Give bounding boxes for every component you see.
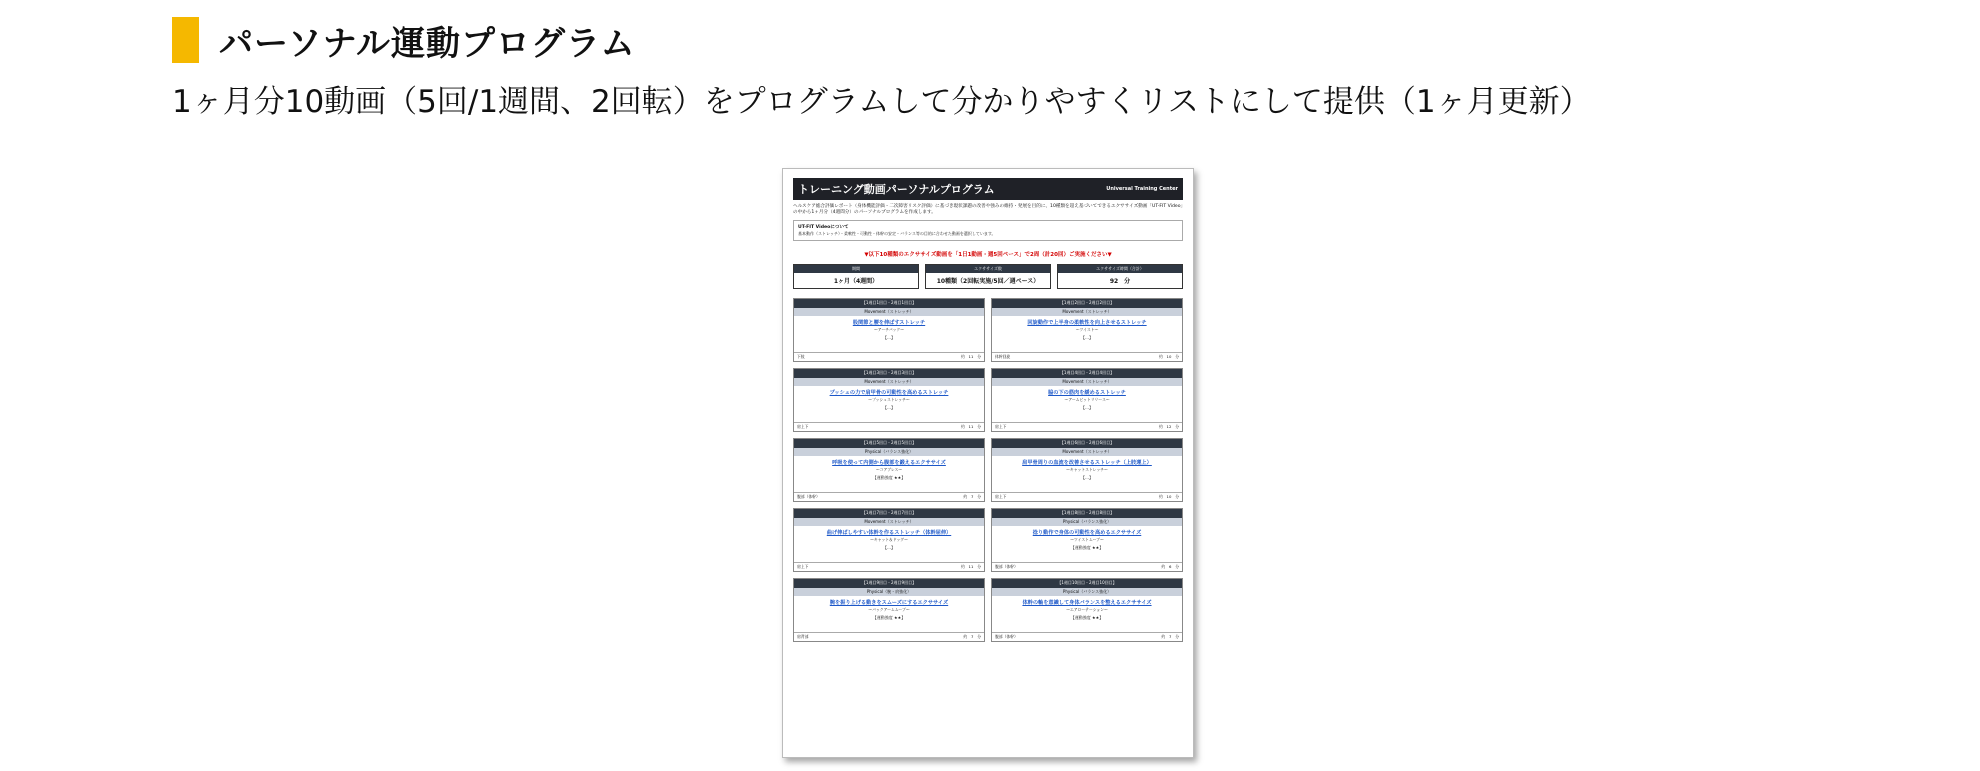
exercise-video-link[interactable]: 回旋動作で上半身の柔軟性を向上させるストレッチ — [1027, 319, 1147, 326]
exercise-video-link[interactable]: 肩甲骨周りの血流を改善させるストレッチ（上肢運上） — [1022, 459, 1152, 466]
summary-value: 10種類（2回転実施/5回／週ペース） — [936, 277, 1040, 285]
card-subtitle: ～エアローテーション～ — [1066, 606, 1108, 612]
card-footer — [794, 632, 984, 641]
exercise-card — [793, 438, 985, 502]
card-category: Movement（ストレッチ） — [992, 308, 1182, 316]
card-duration: 約 10 分 — [1158, 353, 1179, 359]
exercise-video-link[interactable]: 体幹の軸を意識して身体バランスを整えるエクササイズ — [1022, 599, 1152, 606]
card-header: 【1週目8回目・2週目8回目】 — [992, 509, 1182, 518]
section-heading — [172, 16, 636, 64]
card-note: 【運動強度 ★★】 — [872, 474, 906, 480]
exercise-video-link[interactable]: 捻り動作で身体の可動性を高めるエクササイズ — [1032, 529, 1142, 536]
card-subtitle: ～ツイスト～ — [1075, 326, 1099, 332]
card-subtitle: ～ツイストムーブ～ — [1070, 536, 1104, 542]
card-duration: 約 11 分 — [960, 563, 981, 569]
card-footer — [992, 422, 1182, 431]
exercise-card — [991, 578, 1183, 642]
card-body-part: 肩背部 — [797, 633, 809, 639]
card-header: 【1週目1回目・2週目1回目】 — [794, 299, 984, 308]
card-body-part: 肩上下 — [797, 423, 809, 429]
exercise-card — [793, 578, 985, 642]
exercise-video-link[interactable]: 股関節と腰を伸ばすストレッチ — [852, 319, 926, 326]
card-header: 【1週目3回目・2週目3回目】 — [794, 369, 984, 378]
exercise-video-link[interactable]: 曲げ伸ばしやすい体幹を作るストレッチ（体幹屈伸） — [826, 529, 952, 536]
exercise-card-grid — [793, 298, 1183, 642]
card-subtitle: ～プッシュストレッチ～ — [868, 396, 910, 402]
card-footer — [992, 492, 1182, 501]
exercise-card — [991, 298, 1183, 362]
info-box-title: UT-FIT Videoについて — [798, 224, 849, 230]
summary-cell — [793, 264, 919, 289]
card-duration: 約 7 分 — [963, 493, 981, 499]
card-duration: 約 11 分 — [960, 423, 981, 429]
summary-value: 1ヶ月（4週間） — [833, 277, 879, 285]
card-header: 【1週目2回目・2週目2回目】 — [992, 299, 1182, 308]
exercise-video-link[interactable]: 腕を振り上げる動きをスムーズにするエクササイズ — [829, 599, 949, 606]
card-footer — [992, 562, 1182, 571]
card-body-part: 肩上下 — [995, 493, 1007, 499]
card-category: Movement（ストレッチ） — [794, 308, 984, 316]
card-body-part: 肩上下 — [995, 423, 1007, 429]
card-subtitle: ～バックアームムーブ～ — [868, 606, 910, 612]
card-header: 【1週目10回目・2週目10回目】 — [992, 579, 1182, 588]
card-category: Physical（バランス強化） — [794, 448, 984, 456]
document-header — [793, 178, 1183, 200]
summary-cell — [925, 264, 1051, 289]
card-duration: 約 6 分 — [1161, 563, 1179, 569]
card-header: 【1週目4回目・2週目4回目】 — [992, 369, 1182, 378]
card-subtitle: ～キャットストレッチ～ — [1066, 466, 1108, 472]
card-duration: 約 11 分 — [960, 353, 981, 359]
exercise-card — [793, 298, 985, 362]
heading-title: パーソナル運動プログラム — [219, 23, 636, 64]
exercise-card — [991, 438, 1183, 502]
card-category: Movement（ストレッチ） — [794, 518, 984, 526]
card-subtitle: ～アーチバック～ — [873, 326, 905, 332]
exercise-card — [793, 368, 985, 432]
card-subtitle: ～コアブレス～ — [875, 466, 903, 472]
summary-label: 期間 — [794, 265, 918, 273]
document-intro: ヘルスケア総合評価レポート（身体機能評価・二次障害リスク評価）に基づき現状課題の改善や強みの維持・発展を目的に、10種類を超え基づいてできるエクササイズ動画「UT-FIT Video」の中から1ヶ月分（4週間分）のパーソナルプログラムを作成します。 — [793, 204, 1183, 215]
card-category: Physical（バランス強化） — [992, 588, 1182, 596]
card-note: 【運動強度 ★★】 — [1070, 614, 1104, 620]
heading-accent-bar — [172, 17, 199, 63]
card-category: Movement（ストレッチ） — [794, 378, 984, 386]
card-footer — [794, 422, 984, 431]
exercise-video-link[interactable]: プッシュの力で肩甲骨の可動性を高めるストレッチ — [829, 389, 949, 396]
card-body-part: 腹部（体幹） — [797, 493, 820, 499]
card-subtitle: ～アームピットリリース～ — [1064, 396, 1110, 402]
card-header: 【1週目6回目・2週目6回目】 — [992, 439, 1182, 448]
card-duration: 約 10 分 — [1158, 493, 1179, 499]
card-header: 【1週目7回目・2週目7回目】 — [794, 509, 984, 518]
card-body-part: 下肢 — [797, 353, 805, 359]
document-center-name: Universal Training Center — [1106, 186, 1178, 192]
card-footer — [992, 352, 1182, 361]
summary-cell — [1057, 264, 1183, 289]
card-body-part: 肩上下 — [797, 563, 809, 569]
exercise-video-link[interactable]: 脇の下の筋肉を緩めるストレッチ — [1048, 389, 1126, 396]
summary-table — [793, 264, 1183, 289]
card-duration: 約 7 分 — [1161, 633, 1179, 639]
card-note: 【運動強度 ★★】 — [872, 614, 906, 620]
card-note: 【…】 — [1081, 404, 1093, 410]
card-header: 【1週目9回目・2週目9回目】 — [794, 579, 984, 588]
document-info-box — [793, 220, 1183, 241]
card-note: 【…】 — [883, 544, 895, 550]
card-body-part: 体幹回旋 — [995, 353, 1011, 359]
card-category: Movement（ストレッチ） — [992, 448, 1182, 456]
exercise-card — [991, 368, 1183, 432]
card-footer — [794, 492, 984, 501]
card-body-part: 腹部（体幹） — [995, 563, 1018, 569]
program-document-thumbnail — [782, 168, 1194, 758]
card-subtitle: ～キャット＆ドッグ～ — [870, 536, 908, 542]
card-category: Physical（バランス強化） — [992, 518, 1182, 526]
card-footer — [794, 562, 984, 571]
summary-label: エクササイズ数 — [926, 265, 1050, 273]
card-note: 【運動強度 ★★】 — [1070, 544, 1104, 550]
card-body-part: 腹部（体幹） — [995, 633, 1018, 639]
summary-value: 92 分 — [1109, 277, 1131, 285]
exercise-video-link[interactable]: 呼吸を使って内側から腹部を鍛えるエクササイズ — [832, 459, 946, 466]
card-header: 【1週目5回目・2週目5回目】 — [794, 439, 984, 448]
card-category: Physical（腕・肩強化） — [794, 588, 984, 596]
summary-label: エクササイズ時間（合計） — [1058, 265, 1182, 273]
exercise-card — [991, 508, 1183, 572]
card-duration: 約 12 分 — [1158, 423, 1179, 429]
card-note: 【…】 — [883, 334, 895, 340]
description-text: 1ヶ月分10動画（5回/1週間、2回転）をプログラムして分かりやすくリストにして提供（1ヶ月更新） — [172, 84, 1591, 120]
card-category: Movement（ストレッチ） — [992, 378, 1182, 386]
exercise-card — [793, 508, 985, 572]
card-note: 【…】 — [1081, 334, 1093, 340]
card-duration: 約 7 分 — [963, 633, 981, 639]
card-footer — [992, 632, 1182, 641]
instruction-red-text: ▼以下10種類のエクササイズ動画を「1日1動画・週5回ペース」で2周（計20回）ご実施ください▼ — [864, 251, 1112, 258]
document-title: トレーニング動画パーソナルプログラム — [798, 183, 995, 196]
card-footer — [794, 352, 984, 361]
card-note: 【…】 — [1081, 474, 1093, 480]
card-note: 【…】 — [883, 404, 895, 410]
info-box-text: 基本動作（ストレッチ）・柔軟性・可動性・体幹の安定・バランス等の目的に合わせた動画を選択しています。 — [798, 231, 996, 237]
